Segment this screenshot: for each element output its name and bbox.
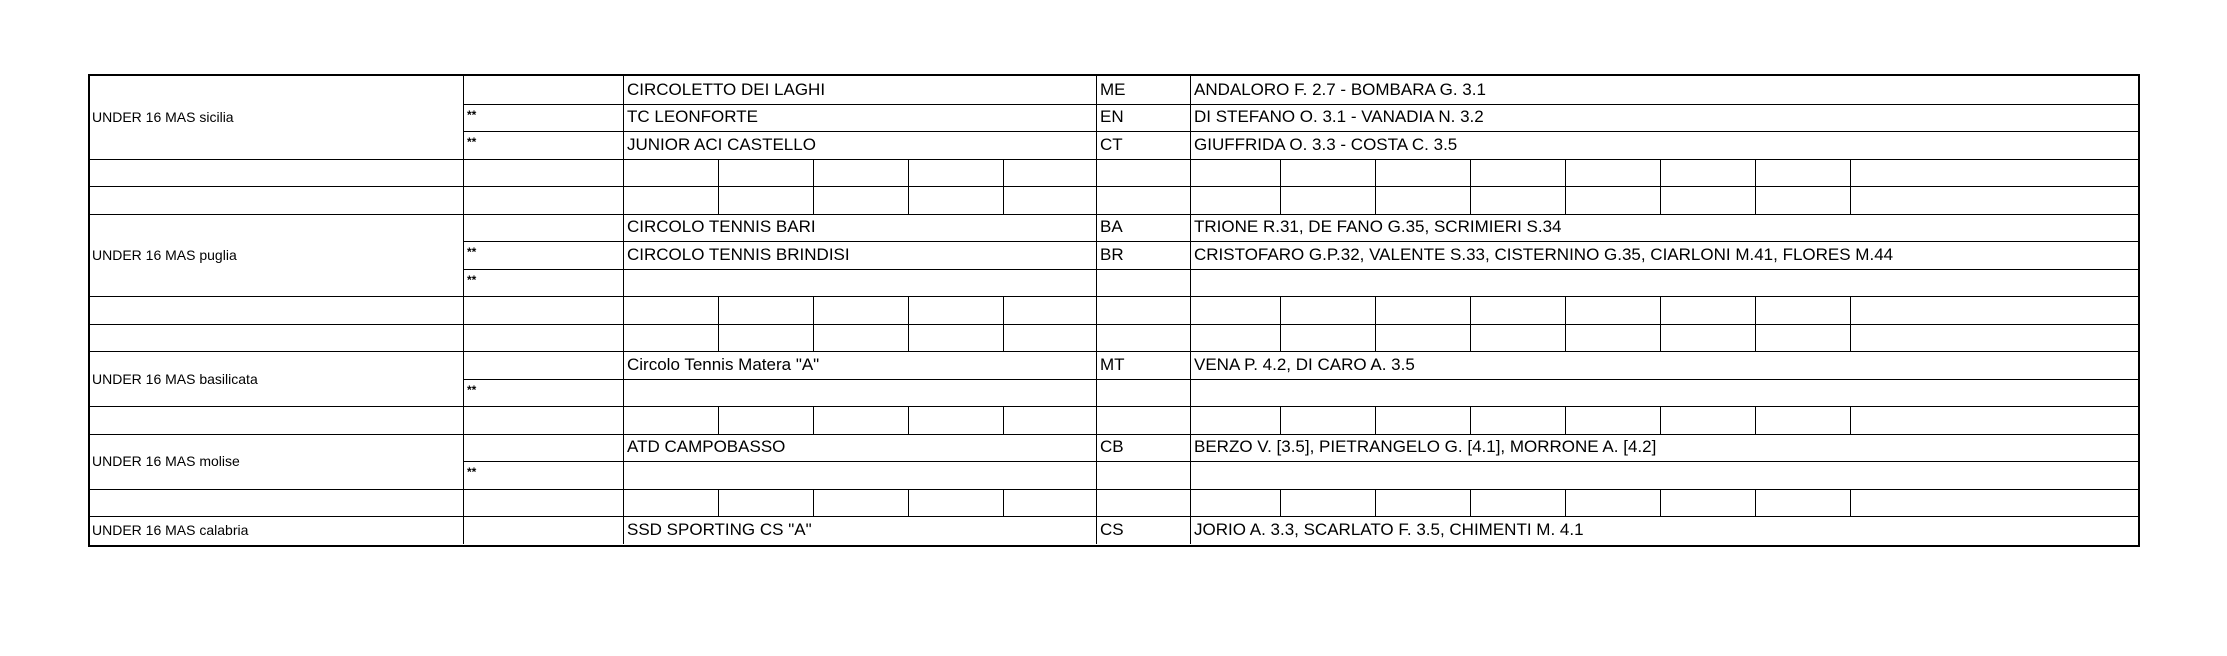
empty-cell: [1280, 159, 1375, 187]
empty-cell: [463, 324, 623, 352]
empty-cell: [1190, 406, 1280, 434]
empty-cell: [1660, 489, 1755, 517]
empty-cell: [1660, 186, 1755, 214]
empty-cell: [1096, 379, 1190, 407]
empty-cell: [1755, 159, 1850, 187]
empty-cell: [1096, 159, 1190, 187]
empty-cell: [1003, 489, 1096, 517]
empty-cell: [1190, 379, 2142, 407]
empty-cell: [1850, 186, 2142, 214]
players-list: TRIONE R.31, DE FANO G.35, SCRIMIERI S.34: [1190, 214, 2142, 242]
players-list: ANDALORO F. 2.7 - BOMBARA G. 3.1: [1190, 76, 2142, 104]
club-name: SSD SPORTING CS "A": [623, 516, 1096, 544]
province-code: CS: [1096, 516, 1190, 544]
empty-cell: [1280, 489, 1375, 517]
empty-cell: [463, 159, 623, 187]
empty-cell: [463, 186, 623, 214]
empty-cell: [1470, 406, 1565, 434]
empty-cell: [90, 406, 463, 434]
empty-cell: [1565, 406, 1660, 434]
mark-cell: **: [463, 104, 623, 132]
row-divider: [90, 159, 2138, 160]
empty-cell: [1375, 159, 1470, 187]
empty-cell: [1470, 186, 1565, 214]
province-code: MT: [1096, 351, 1190, 379]
empty-cell: [1003, 324, 1096, 352]
province-code: ME: [1096, 76, 1190, 104]
province-code: CB: [1096, 434, 1190, 462]
empty-cell: [813, 489, 908, 517]
empty-cell: [1190, 296, 1280, 324]
empty-cell: [1003, 296, 1096, 324]
empty-cell: [813, 296, 908, 324]
empty-cell: [908, 296, 1003, 324]
players-list: JORIO A. 3.3, SCARLATO F. 3.5, CHIMENTI M. 4.1: [1190, 516, 2142, 544]
empty-cell: [718, 296, 813, 324]
category-label: UNDER 16 MAS calabria: [90, 516, 463, 544]
empty-cell: [1280, 296, 1375, 324]
empty-cell: [718, 159, 813, 187]
empty-cell: [1470, 159, 1565, 187]
province-code: [1096, 269, 1190, 297]
row-divider: [90, 351, 2138, 352]
blank-row: [90, 406, 2138, 434]
club-name: TC LEONFORTE: [623, 104, 1096, 132]
players-list: VENA P. 4.2, DI CARO A. 3.5: [1190, 351, 2142, 379]
empty-cell: [1003, 159, 1096, 187]
empty-cell: [90, 489, 463, 517]
empty-cell: [1190, 461, 2142, 489]
empty-cell: [1375, 489, 1470, 517]
empty-cell: [1375, 324, 1470, 352]
empty-cell: [1850, 324, 2142, 352]
players-list: BERZO V. [3.5], PIETRANGELO G. [4.1], MORRONE A. [4.2]: [1190, 434, 2142, 462]
category-label: UNDER 16 MAS sicilia: [90, 76, 463, 159]
empty-cell: [90, 324, 463, 352]
mark-cell: **: [463, 269, 623, 297]
empty-cell: [1003, 186, 1096, 214]
mark-cell: [463, 76, 623, 104]
empty-cell: [718, 489, 813, 517]
empty-cell: [623, 186, 718, 214]
empty-cell: [1660, 296, 1755, 324]
empty-cell: [623, 324, 718, 352]
category-label: UNDER 16 MAS basilicata: [90, 351, 463, 406]
empty-cell: [1096, 461, 1190, 489]
province-code: CT: [1096, 131, 1190, 159]
empty-cell: [1096, 489, 1190, 517]
club-name: ATD CAMPOBASSO: [623, 434, 1096, 462]
empty-cell: [1470, 324, 1565, 352]
empty-cell: [1850, 406, 2142, 434]
row-divider: [90, 516, 2138, 517]
empty-cell: [718, 406, 813, 434]
empty-cell: [1470, 489, 1565, 517]
mark-cell: [463, 214, 623, 242]
row-divider: [90, 214, 2138, 215]
empty-cell: [1375, 406, 1470, 434]
blank-row: [90, 324, 2138, 352]
empty-cell: [1565, 324, 1660, 352]
empty-cell: [1565, 186, 1660, 214]
empty-cell: [623, 159, 718, 187]
mark-cell: [463, 434, 623, 462]
province-code: BR: [1096, 241, 1190, 269]
category-label: UNDER 16 MAS puglia: [90, 214, 463, 297]
players-list: GIUFFRIDA O. 3.3 - COSTA C. 3.5: [1190, 131, 2142, 159]
empty-cell: [463, 406, 623, 434]
blank-row: [90, 186, 2138, 214]
empty-cell: [1280, 406, 1375, 434]
mark-cell: [463, 516, 623, 544]
empty-cell: [1565, 489, 1660, 517]
blank-row: [90, 296, 2138, 324]
club-name: [623, 269, 1096, 297]
empty-cell: [1755, 489, 1850, 517]
empty-cell: [1755, 186, 1850, 214]
province-code: EN: [1096, 104, 1190, 132]
empty-cell: [908, 489, 1003, 517]
empty-cell: [1003, 406, 1096, 434]
empty-cell: [1850, 159, 2142, 187]
empty-cell: [623, 296, 718, 324]
empty-cell: [1755, 296, 1850, 324]
empty-cell: [90, 186, 463, 214]
mark-cell: **: [463, 379, 623, 407]
empty-cell: [1280, 324, 1375, 352]
empty-cell: [90, 296, 463, 324]
empty-cell: [1660, 159, 1755, 187]
club-name: CIRCOLO TENNIS BRINDISI: [623, 241, 1096, 269]
empty-cell: [623, 379, 1096, 407]
empty-cell: [718, 324, 813, 352]
row-divider: [90, 406, 2138, 407]
empty-cell: [1190, 159, 1280, 187]
empty-cell: [1190, 489, 1280, 517]
row-divider: [90, 296, 2138, 297]
blank-row: [90, 489, 2138, 517]
empty-cell: [1565, 296, 1660, 324]
empty-cell: [623, 489, 718, 517]
schedule-sheet: [88, 74, 2140, 547]
empty-cell: [1375, 186, 1470, 214]
empty-cell: [1096, 186, 1190, 214]
empty-cell: [1096, 296, 1190, 324]
empty-cell: [1375, 296, 1470, 324]
empty-cell: [623, 406, 718, 434]
row-divider: [90, 489, 2138, 490]
empty-cell: [90, 159, 463, 187]
row-divider: [90, 434, 2138, 435]
players-list: DI STEFANO O. 3.1 - VANADIA N. 3.2: [1190, 104, 2142, 132]
empty-cell: [1280, 186, 1375, 214]
club-name: JUNIOR ACI CASTELLO: [623, 131, 1096, 159]
empty-cell: [1190, 324, 1280, 352]
empty-cell: [813, 324, 908, 352]
row-divider: [90, 186, 2138, 187]
empty-cell: [1755, 324, 1850, 352]
mark-cell: **: [463, 241, 623, 269]
blank-row: [90, 159, 2138, 187]
empty-cell: [1470, 296, 1565, 324]
empty-cell: [908, 186, 1003, 214]
empty-cell: [463, 296, 623, 324]
players-list: [1190, 269, 2142, 297]
empty-cell: [813, 406, 908, 434]
empty-cell: [1755, 406, 1850, 434]
empty-cell: [813, 186, 908, 214]
empty-cell: [813, 159, 908, 187]
empty-cell: [623, 461, 1096, 489]
province-code: BA: [1096, 214, 1190, 242]
empty-cell: [1660, 324, 1755, 352]
empty-cell: [1096, 324, 1190, 352]
club-name: CIRCOLETTO DEI LAGHI: [623, 76, 1096, 104]
mark-cell: [463, 351, 623, 379]
mark-cell: **: [463, 461, 623, 489]
category-label: UNDER 16 MAS molise: [90, 434, 463, 489]
club-name: Circolo Tennis Matera "A": [623, 351, 1096, 379]
empty-cell: [463, 489, 623, 517]
empty-cell: [1096, 406, 1190, 434]
empty-cell: [908, 406, 1003, 434]
players-list: CRISTOFARO G.P.32, VALENTE S.33, CISTERNINO G.35, CIARLONI M.41, FLORES M.44: [1190, 241, 2142, 269]
club-name: CIRCOLO TENNIS BARI: [623, 214, 1096, 242]
empty-cell: [1850, 489, 2142, 517]
mark-cell: **: [463, 131, 623, 159]
empty-cell: [908, 159, 1003, 187]
empty-cell: [1850, 296, 2142, 324]
empty-cell: [718, 186, 813, 214]
row-divider: [90, 324, 2138, 325]
empty-cell: [908, 324, 1003, 352]
empty-cell: [1660, 406, 1755, 434]
empty-cell: [1190, 186, 1280, 214]
empty-cell: [1565, 159, 1660, 187]
